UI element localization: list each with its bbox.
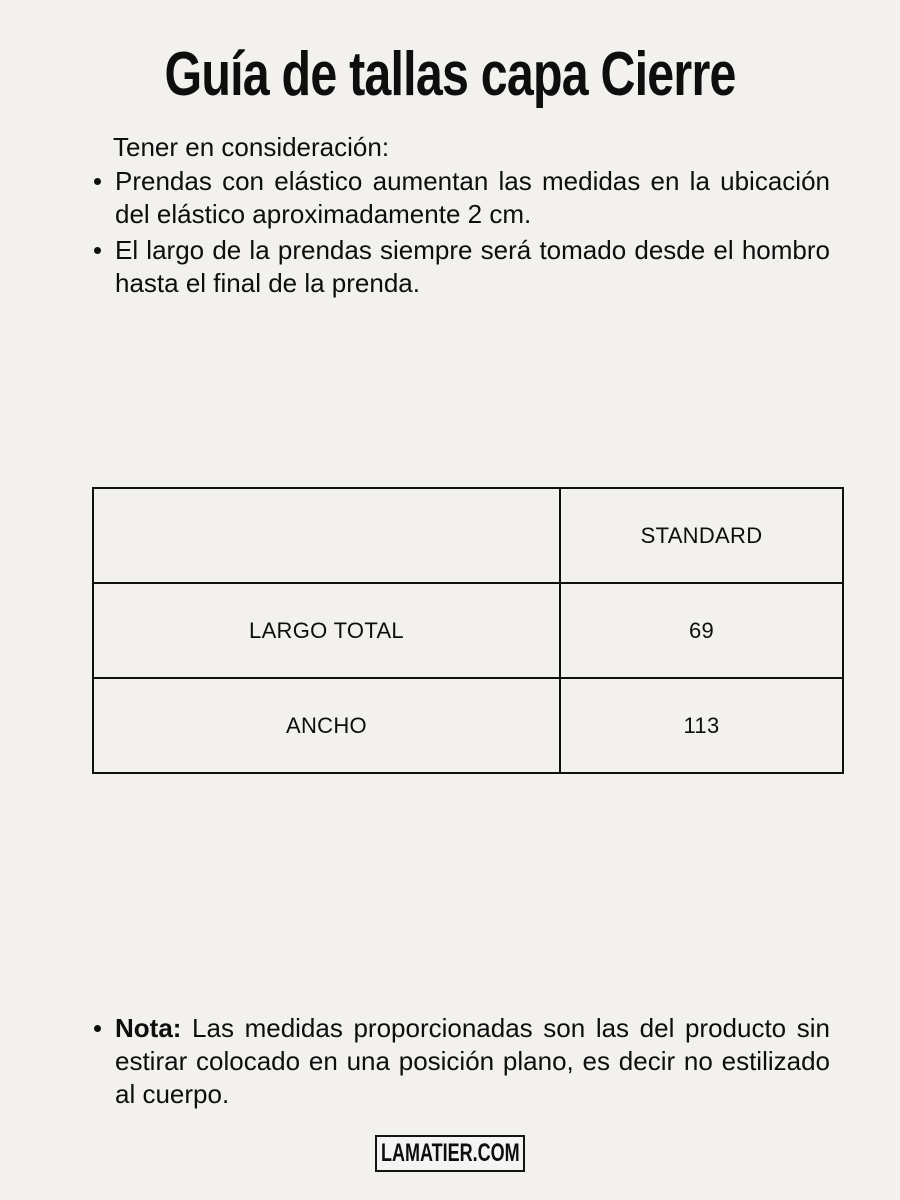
- table-cell-largo-total-value: 69: [560, 583, 843, 678]
- brand-box: [375, 1135, 525, 1172]
- table-header-empty-cell: [93, 488, 560, 583]
- page-title: [0, 42, 900, 107]
- brand-text: LAMATIER.COM: [380, 1139, 520, 1167]
- page-title-text: Guía de tallas capa Cierre: [164, 40, 736, 109]
- note-label: Nota:: [115, 1013, 182, 1043]
- table-row-ancho: [93, 678, 843, 773]
- considerations-list: [90, 165, 830, 300]
- table-cell-largo-total-label: LARGO TOTAL: [93, 583, 560, 678]
- table-row-largo-total: [93, 583, 843, 678]
- table-row-header: [93, 488, 843, 583]
- note-text: Las medidas proporcionadas son las del producto sin estirar colocado en una posición plano, es decir no estilizado al cuerpo.: [115, 1013, 830, 1109]
- note-section: [90, 1012, 830, 1111]
- note-item: [90, 1012, 830, 1111]
- table-cell-ancho-label: ANCHO: [93, 678, 560, 773]
- considerations-heading: Tener en consideración:: [113, 132, 390, 162]
- table-header-standard-cell: STANDARD: [560, 488, 843, 583]
- table-cell-ancho-value: 113: [560, 678, 843, 773]
- size-table: [92, 487, 844, 774]
- consideration-item-elastic: Prendas con elástico aumentan las medidas en la ubicación del elástico aproximadamente 2 cm.: [90, 165, 830, 231]
- consideration-item-length: El largo de la prendas siempre será tomado desde el hombro hasta el final de la prenda.: [90, 234, 830, 300]
- considerations-section: [90, 131, 830, 303]
